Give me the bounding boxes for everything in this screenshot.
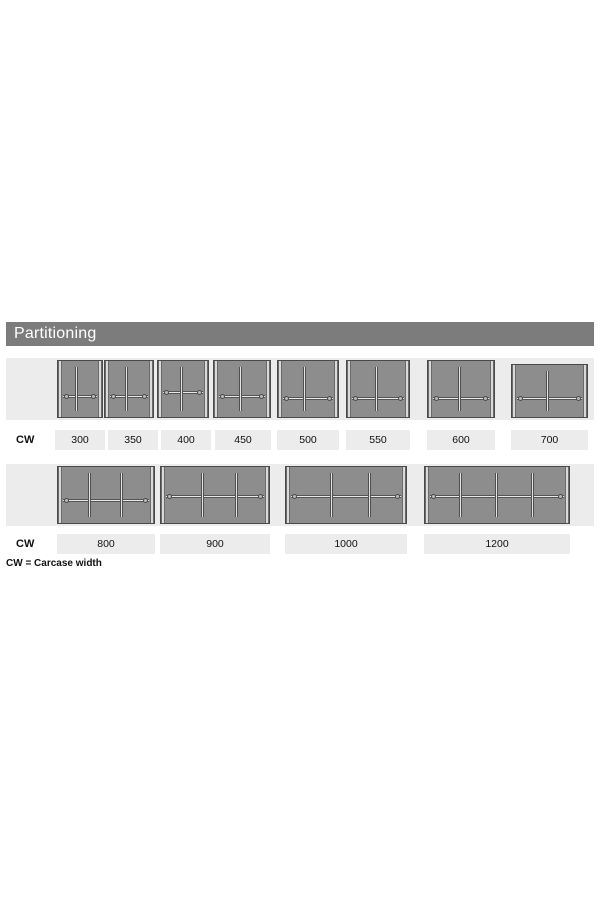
- carcase-side-left: [428, 361, 432, 417]
- connector-clip: [259, 394, 264, 399]
- horizontal-rail: [352, 397, 404, 400]
- row-1-label: CW: [16, 434, 35, 446]
- connector-clip: [327, 396, 332, 401]
- size-cell-800: 800: [57, 534, 155, 554]
- connector-clip: [483, 396, 488, 401]
- size-cell-300: 300: [55, 430, 105, 450]
- connector-clip: [143, 498, 148, 503]
- size-cell-600: 600: [427, 430, 495, 450]
- size-cell-400: 400: [161, 430, 211, 450]
- connector-clip: [292, 494, 297, 499]
- horizontal-rail: [166, 495, 264, 498]
- carcase-side-right: [565, 467, 569, 523]
- carcase-side-left: [347, 361, 351, 417]
- vertical-divider: [375, 367, 378, 411]
- vertical-divider: [546, 371, 549, 411]
- vertical-divider: [120, 473, 123, 517]
- connector-clip: [64, 498, 69, 503]
- connector-clip: [91, 394, 96, 399]
- connector-clip: [197, 390, 202, 395]
- connector-clip: [167, 494, 172, 499]
- cabinet-1000: [285, 466, 407, 524]
- carcase-side-right: [266, 361, 270, 417]
- connector-clip: [258, 494, 263, 499]
- cabinet-400: [157, 360, 209, 418]
- carcase-side-left: [512, 365, 516, 417]
- carcase-side-right: [204, 361, 208, 417]
- vertical-divider: [235, 473, 238, 517]
- vertical-divider: [201, 473, 204, 517]
- cabinet-350: [104, 360, 154, 418]
- carcase-side-right: [583, 365, 587, 417]
- connector-clip: [558, 494, 563, 499]
- cabinet-550: [346, 360, 410, 418]
- horizontal-rail: [291, 495, 401, 498]
- carcase-side-right: [402, 467, 406, 523]
- vertical-divider: [239, 367, 242, 411]
- horizontal-rail: [433, 397, 489, 400]
- vertical-divider: [88, 473, 91, 517]
- vertical-divider: [75, 367, 78, 411]
- carcase-side-right: [265, 467, 269, 523]
- size-cell-550: 550: [346, 430, 410, 450]
- vertical-divider: [531, 473, 534, 517]
- cabinet-900: [160, 466, 270, 524]
- connector-clip: [284, 396, 289, 401]
- size-cell-350: 350: [108, 430, 158, 450]
- horizontal-rail: [517, 397, 582, 400]
- section-title-bar: [6, 322, 594, 346]
- cabinet-1200: [424, 466, 570, 524]
- carcase-side-right: [490, 361, 494, 417]
- carcase-side-left: [58, 361, 62, 417]
- connector-clip: [431, 494, 436, 499]
- carcase-side-left: [161, 467, 165, 523]
- connector-clip: [398, 396, 403, 401]
- connector-clip: [142, 394, 147, 399]
- carcase-side-left: [286, 467, 290, 523]
- connector-clip: [111, 394, 116, 399]
- carcase-side-left: [158, 361, 162, 417]
- carcase-side-left: [214, 361, 218, 417]
- connector-clip: [353, 396, 358, 401]
- carcase-side-left: [58, 467, 62, 523]
- connector-clip: [64, 394, 69, 399]
- connector-clip: [518, 396, 523, 401]
- cabinet-500: [277, 360, 339, 418]
- vertical-divider: [180, 367, 183, 411]
- page-title: Partitioning: [14, 325, 97, 342]
- row-2-label: CW: [16, 538, 35, 550]
- vertical-divider: [495, 473, 498, 517]
- horizontal-rail: [283, 397, 333, 400]
- carcase-side-right: [149, 361, 153, 417]
- size-cell-1000: 1000: [285, 534, 407, 554]
- vertical-divider: [458, 367, 461, 411]
- carcase-side-left: [278, 361, 282, 417]
- carcase-side-right: [98, 361, 102, 417]
- size-cell-700: 700: [511, 430, 588, 450]
- vertical-divider: [330, 473, 333, 517]
- connector-clip: [220, 394, 225, 399]
- carcase-side-right: [405, 361, 409, 417]
- cabinet-300: [57, 360, 103, 418]
- cabinet-600: [427, 360, 495, 418]
- footnote: CW = Carcase width: [6, 558, 102, 569]
- vertical-divider: [459, 473, 462, 517]
- cabinet-450: [213, 360, 271, 418]
- horizontal-rail: [63, 499, 149, 502]
- connector-clip: [576, 396, 581, 401]
- connector-clip: [434, 396, 439, 401]
- size-cell-900: 900: [160, 534, 270, 554]
- vertical-divider: [368, 473, 371, 517]
- size-cell-500: 500: [277, 430, 339, 450]
- carcase-side-left: [425, 467, 429, 523]
- carcase-side-left: [105, 361, 109, 417]
- size-cell-1200: 1200: [424, 534, 570, 554]
- connector-clip: [395, 494, 400, 499]
- size-cell-450: 450: [215, 430, 271, 450]
- carcase-side-right: [334, 361, 338, 417]
- connector-clip: [164, 390, 169, 395]
- cabinet-700: [511, 364, 588, 418]
- vertical-divider: [303, 367, 306, 411]
- vertical-divider: [125, 367, 128, 411]
- cabinet-800: [57, 466, 155, 524]
- carcase-side-right: [150, 467, 154, 523]
